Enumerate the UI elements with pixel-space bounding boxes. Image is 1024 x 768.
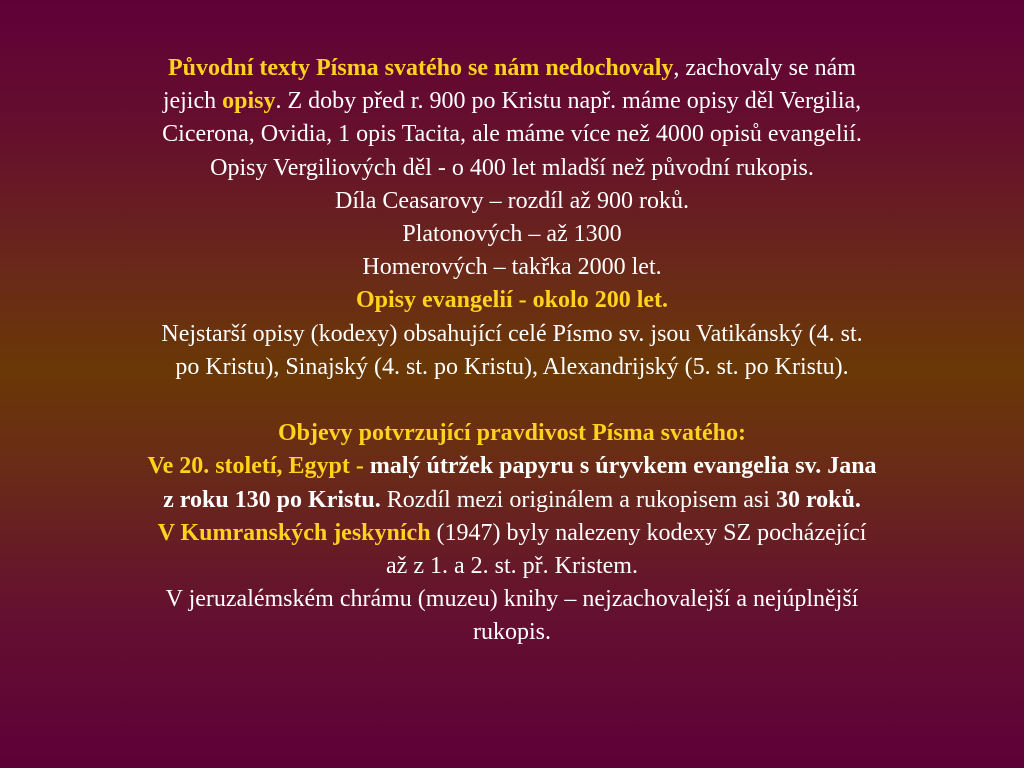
text-line: rukopis. [473, 619, 551, 646]
body-text: (1947) byly nalezeny kodexy SZ pocházející [430, 519, 867, 546]
emphasis-text: V Kumranských jeskyních [157, 519, 431, 546]
body-text: , zachovaly se nám [673, 55, 856, 81]
emphasis-text: Původní texty Písma svatého se nám nedochovaly [168, 55, 674, 81]
emphasis-text: opisy [222, 88, 276, 115]
text-line: Platonových – až 1300 [402, 221, 622, 248]
spacer [40, 384, 984, 417]
text-line: Cicerona, Ovidia, 1 opis Tacita, ale máme více než 4000 opisů evangelií. [162, 121, 862, 148]
bold-text: z roku 130 po Kristu. [163, 486, 381, 513]
section-heading: Objevy potvrzující pravdivost Písma svatého: [278, 420, 746, 447]
bold-text: malý útržek papyru s úryvkem evangelia sv. Jana [369, 453, 877, 480]
emphasis-text: Ve 20. století, Egypt - [147, 453, 370, 480]
text-line: až z 1. a 2. st. př. Kristem. [386, 553, 638, 580]
text-line [40, 484, 984, 517]
bold-text: 30 roků. [775, 486, 861, 513]
text-line: Díla Ceasarovy – rozdíl až 900 roků. [335, 187, 689, 214]
text-line: Homerových – takřka 2000 let. [362, 254, 662, 281]
text-line: Nejstarší opisy (kodexy) obsahující celé Písmo sv. jsou Vatikánský (4. st. [161, 320, 863, 347]
text-line [40, 517, 984, 550]
text-line: po Kristu), Sinajský (4. st. po Kristu), Alexandrijský (5. st. po Kristu). [175, 353, 849, 380]
text-line: Opisy Vergiliových děl - o 400 let mladší než původní rukopis. [210, 154, 814, 181]
emphasis-line: Opisy evangelií - okolo 200 let. [356, 287, 668, 314]
slide-text-body [40, 52, 984, 650]
text-line: V jeruzalémském chrámu (muzeu) knihy – nejzachovalejší a nejúplnější [165, 586, 859, 613]
text-line [40, 52, 984, 85]
text-line [40, 85, 984, 118]
body-text: jejich [162, 88, 223, 115]
body-text: Rozdíl mezi originálem a rukopisem asi [380, 486, 776, 513]
text-line [40, 450, 984, 483]
body-text: . Z doby před r. 900 po Kristu např. máme opisy děl Vergilia, [275, 88, 862, 115]
